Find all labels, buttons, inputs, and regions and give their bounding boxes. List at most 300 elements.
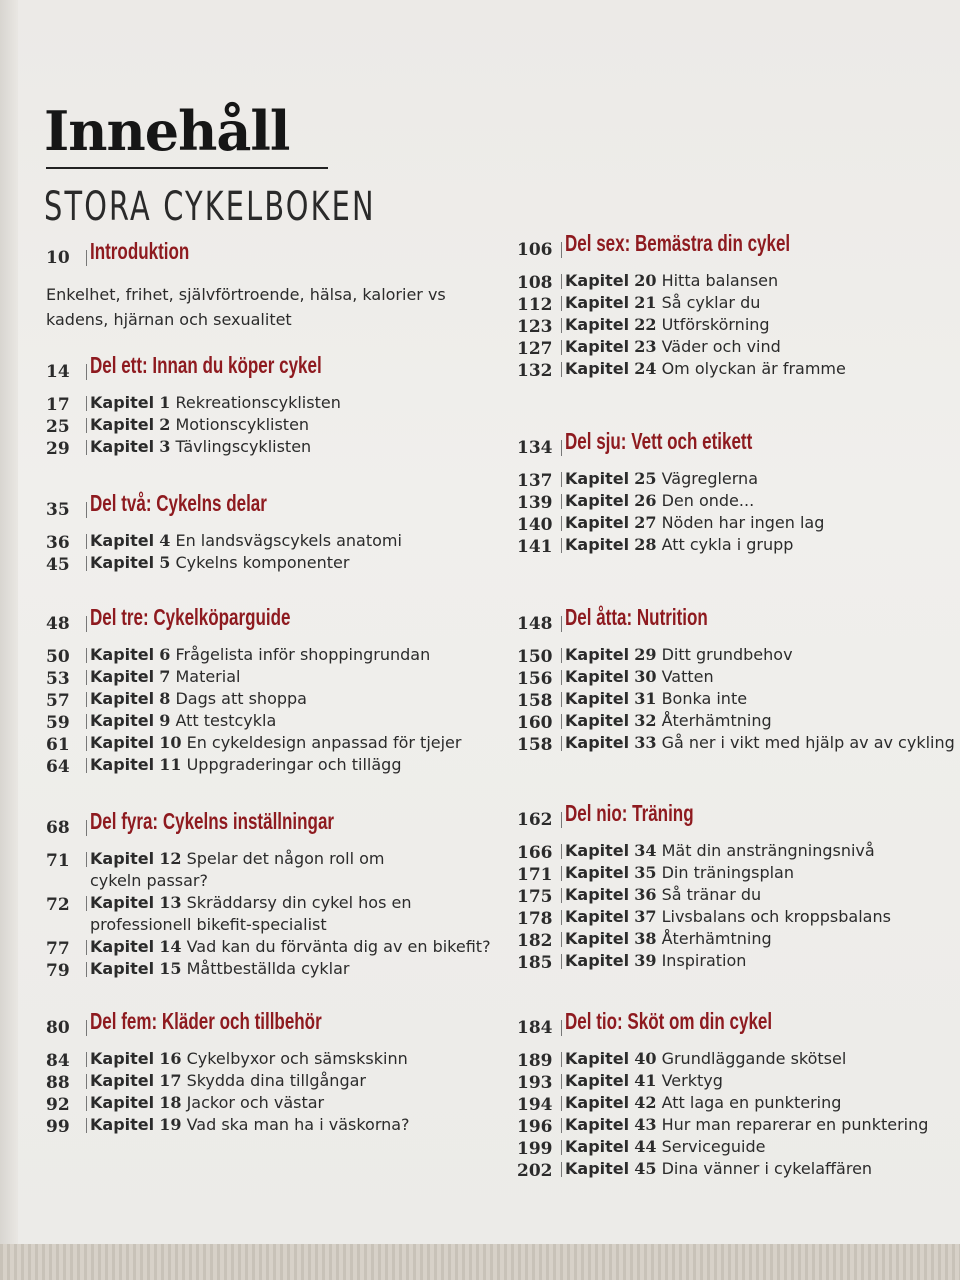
chapter-page-number: 175 (517, 887, 553, 907)
chapter-number: 6 (159, 645, 171, 664)
chapter-text (565, 688, 747, 710)
chapter-number: 45 (634, 1159, 657, 1178)
chapter-number: 18 (159, 1093, 182, 1112)
chapter-number: 24 (634, 359, 657, 378)
section-page-number: 35 (46, 500, 70, 520)
chapter-text (90, 892, 411, 914)
separator-bar (561, 1162, 562, 1177)
chapter-label: Kapitel (90, 1115, 155, 1134)
separator-bar (561, 1020, 562, 1036)
chapter-title: Livsbalans och kroppsbalans (661, 907, 891, 926)
separator-bar (86, 616, 87, 632)
separator-bar (561, 910, 562, 925)
separator-bar (86, 852, 87, 867)
chapter-title: Den onde... (661, 491, 755, 510)
chapter-title: Att testcykla (175, 711, 277, 730)
chapter-page-number: 25 (46, 417, 70, 437)
chapter-page-number: 194 (517, 1095, 553, 1115)
chapter-text (565, 1092, 841, 1114)
chapter-number: 42 (634, 1093, 657, 1112)
chapter-text (565, 534, 793, 556)
chapter-label: Kapitel (90, 689, 155, 708)
separator-bar (561, 516, 562, 531)
separator-bar (561, 296, 562, 311)
chapter-text (565, 270, 778, 292)
chapter-title: En cykeldesign anpassad för tjejer (186, 733, 462, 752)
chapter-title: Din träningsplan (661, 863, 794, 882)
chapter-page-number: 112 (517, 295, 553, 315)
separator-bar (561, 888, 562, 903)
chapter-number: 20 (634, 271, 657, 290)
chapter-title: Frågelista inför shoppingrundan (175, 645, 431, 664)
separator-bar (86, 502, 87, 518)
chapter-label: Kapitel (565, 469, 630, 488)
chapter-page-number: 158 (517, 735, 553, 755)
chapter-number: 27 (634, 513, 657, 532)
chapter-number: 5 (159, 553, 171, 572)
chapter-title: Hur man reparerar en punktering (661, 1115, 929, 1134)
section-title: Del nio: Träning (565, 800, 694, 826)
separator-bar (561, 670, 562, 685)
chapter-text (90, 848, 385, 870)
chapter-number: 17 (159, 1071, 182, 1090)
chapter-page-number: 139 (517, 493, 553, 513)
chapter-page-number: 99 (46, 1117, 70, 1137)
separator-bar (561, 844, 562, 859)
chapter-title: Cykelbyxor och sämskskinn (186, 1049, 408, 1068)
chapter-title: Vad ska man ha i väskorna? (186, 1115, 410, 1134)
chapter-label: Kapitel (565, 929, 630, 948)
chapter-label: Kapitel (90, 959, 155, 978)
chapter-label: Kapitel (565, 711, 630, 730)
section-title: Del åtta: Nutrition (565, 604, 708, 630)
chapter-title: Vad kan du förvänta dig av en bikefit? (186, 937, 491, 956)
section-page-number: 14 (46, 362, 70, 382)
separator-bar (86, 670, 87, 685)
chapter-page-number: 79 (46, 961, 70, 981)
chapter-label: Kapitel (565, 951, 630, 970)
chapter-title: Vatten (661, 667, 714, 686)
chapter-page-number: 193 (517, 1073, 553, 1093)
separator-bar (86, 1052, 87, 1067)
chapter-text (565, 358, 846, 380)
chapter-title: Rekreationscyklisten (175, 393, 341, 412)
chapter-page-number: 166 (517, 843, 553, 863)
chapter-label: Kapitel (565, 885, 630, 904)
separator-bar (561, 1052, 562, 1067)
chapter-text (90, 414, 309, 436)
chapter-label: Kapitel (565, 359, 630, 378)
chapter-number: 1 (159, 393, 171, 412)
chapter-number: 30 (634, 667, 657, 686)
chapter-label: Kapitel (565, 1049, 630, 1068)
separator-bar (561, 932, 562, 947)
chapter-number: 34 (634, 841, 657, 860)
chapter-label: Kapitel (90, 531, 155, 550)
separator-bar (86, 714, 87, 729)
chapter-page-number: 59 (46, 713, 70, 733)
toc-section (46, 238, 466, 332)
chapter-number: 15 (159, 959, 182, 978)
separator-bar (86, 1096, 87, 1111)
chapter-text (90, 754, 401, 776)
chapter-label: Kapitel (90, 1049, 155, 1068)
chapter-label: Kapitel (565, 271, 630, 290)
chapter-text (90, 392, 341, 414)
section-title: Del sex: Bemästra din cykel (565, 230, 791, 256)
chapter-text (565, 732, 955, 754)
chapter-page-number: 199 (517, 1139, 553, 1159)
separator-bar (561, 1096, 562, 1111)
chapter-page-number: 92 (46, 1095, 70, 1115)
chapter-page-number: 57 (46, 691, 70, 711)
chapter-title-continued: professionell bikefit-specialist (90, 915, 327, 934)
chapter-text (565, 1114, 928, 1136)
chapter-text (565, 1136, 765, 1158)
chapter-page-number: 72 (46, 895, 70, 915)
chapter-title: Skydda dina tillgångar (186, 1071, 366, 1090)
chapter-text (565, 512, 824, 534)
chapter-text (565, 862, 794, 884)
chapter-page-number: 64 (46, 757, 70, 777)
chapter-number: 41 (634, 1071, 657, 1090)
chapter-title: Dags att shoppa (175, 689, 307, 708)
section-page-number: 48 (46, 614, 70, 634)
chapter-page-number: 84 (46, 1051, 70, 1071)
chapter-page-number: 77 (46, 939, 70, 959)
separator-bar (86, 556, 87, 571)
chapter-text (90, 644, 430, 666)
chapter-title: Återhämtning (661, 929, 772, 948)
page-title: Innehåll (44, 99, 290, 163)
chapter-text (565, 884, 761, 906)
chapter-label: Kapitel (565, 1115, 630, 1134)
chapter-page-number: 140 (517, 515, 553, 535)
chapter-label: Kapitel (565, 337, 630, 356)
chapter-text (565, 490, 754, 512)
separator-bar (561, 954, 562, 969)
chapter-title: Uppgraderingar och tillägg (186, 755, 402, 774)
separator-bar (561, 1118, 562, 1133)
chapter-number: 39 (634, 951, 657, 970)
section-heading[interactable] (46, 238, 466, 274)
chapter-number: 31 (634, 689, 657, 708)
separator-bar (561, 362, 562, 377)
chapter-number: 37 (634, 907, 657, 926)
chapter-number: 9 (159, 711, 171, 730)
chapter-label: Kapitel (565, 863, 630, 882)
chapter-text (90, 688, 307, 710)
chapter-page-number: 150 (517, 647, 553, 667)
separator-bar (86, 1074, 87, 1089)
separator-bar (561, 318, 562, 333)
chapter-number: 35 (634, 863, 657, 882)
chapter-text (565, 666, 714, 688)
chapter-number: 19 (159, 1115, 182, 1134)
chapter-label: Kapitel (565, 689, 630, 708)
chapter-title: Jackor och västar (186, 1093, 325, 1112)
chapter-text (90, 1070, 366, 1092)
chapter-number: 25 (634, 469, 657, 488)
chapter-number: 29 (634, 645, 657, 664)
chapter-label: Kapitel (565, 907, 630, 926)
chapter-label: Kapitel (90, 711, 155, 730)
section-title: Del ett: Innan du köper cykel (90, 352, 322, 378)
section-page-number: 10 (46, 248, 70, 268)
chapter-title: Tävlingscyklisten (175, 437, 312, 456)
separator-bar (561, 866, 562, 881)
chapter-title: Så cyklar du (661, 293, 761, 312)
chapter-label: Kapitel (565, 315, 630, 334)
chapter-title: Väder och vind (661, 337, 781, 356)
title-rule (46, 167, 328, 169)
separator-bar (86, 962, 87, 977)
chapter-page-number: 36 (46, 533, 70, 553)
separator-bar (86, 692, 87, 707)
chapter-label: Kapitel (565, 733, 630, 752)
chapter-number: 2 (159, 415, 171, 434)
chapter-number: 44 (634, 1137, 657, 1156)
chapter-label: Kapitel (90, 849, 155, 868)
chapter-title: Måttbeställda cyklar (186, 959, 350, 978)
chapter-text (565, 468, 758, 490)
chapter-number: 26 (634, 491, 657, 510)
chapter-number: 22 (634, 315, 657, 334)
separator-bar (86, 1020, 87, 1036)
chapter-page-number: 160 (517, 713, 553, 733)
separator-bar (561, 274, 562, 289)
chapter-text (565, 928, 772, 950)
chapter-page-number: 127 (517, 339, 553, 359)
chapter-title: Cykelns komponenter (175, 553, 350, 572)
separator-bar (86, 940, 87, 955)
chapter-number: 3 (159, 437, 171, 456)
chapter-text (90, 732, 461, 754)
separator-bar (561, 538, 562, 553)
chapter-label: Kapitel (565, 491, 630, 510)
section-page-number: 134 (517, 438, 553, 458)
chapter-label: Kapitel (565, 293, 630, 312)
chapter-title: Verktyg (661, 1071, 723, 1090)
separator-bar (561, 472, 562, 487)
intro-line: Enkelhet, frihet, självförtroende, hälsa, kalorier vs (46, 285, 446, 304)
section-title: Del fem: Kläder och tillbehör (90, 1008, 322, 1034)
section-page-number: 148 (517, 614, 553, 634)
chapter-page-number: 17 (46, 395, 70, 415)
chapter-title: Motionscyklisten (175, 415, 310, 434)
chapter-page-number: 132 (517, 361, 553, 381)
chapter-text (90, 530, 402, 552)
separator-bar (561, 648, 562, 663)
chapter-title: Material (175, 667, 241, 686)
section-title: Del fyra: Cykelns inställningar (90, 808, 335, 834)
chapter-text (90, 1114, 410, 1136)
separator-bar (86, 396, 87, 411)
separator-bar (561, 692, 562, 707)
separator-bar (86, 648, 87, 663)
chapter-text (565, 1048, 846, 1070)
chapter-title: Återhämtning (661, 711, 772, 730)
chapter-text (565, 906, 891, 928)
separator-bar (86, 418, 87, 433)
chapter-label: Kapitel (90, 937, 155, 956)
chapter-page-number: 61 (46, 735, 70, 755)
separator-bar (561, 242, 562, 258)
chapter-text (90, 936, 491, 958)
section-page-number: 184 (517, 1018, 553, 1038)
separator-bar (561, 714, 562, 729)
separator-bar (86, 1118, 87, 1133)
chapter-page-number: 189 (517, 1051, 553, 1071)
chapter-label: Kapitel (90, 755, 155, 774)
chapter-title-continued: cykeln passar? (90, 871, 208, 890)
separator-bar (561, 736, 562, 751)
chapter-page-number: 202 (517, 1161, 553, 1181)
separator-bar (561, 340, 562, 355)
chapter-number: 11 (159, 755, 182, 774)
chapter-page-number: 158 (517, 691, 553, 711)
section-page-number: 80 (46, 1018, 70, 1038)
chapter-text (565, 710, 772, 732)
chapter-label: Kapitel (90, 415, 155, 434)
separator-bar (86, 534, 87, 549)
separator-bar (561, 1140, 562, 1155)
chapter-number: 23 (634, 337, 657, 356)
chapter-number: 32 (634, 711, 657, 730)
chapter-page-number: 156 (517, 669, 553, 689)
chapter-page-number: 50 (46, 647, 70, 667)
chapter-text (565, 292, 760, 314)
separator-bar (561, 440, 562, 456)
chapter-number: 16 (159, 1049, 182, 1068)
chapter-page-number: 53 (46, 669, 70, 689)
chapter-title: Spelar det någon roll om (186, 849, 385, 868)
chapter-number: 13 (159, 893, 182, 912)
chapter-label: Kapitel (90, 1071, 155, 1090)
chapter-page-number: 182 (517, 931, 553, 951)
separator-bar (86, 896, 87, 911)
section-title: Introduktion (90, 238, 190, 264)
chapter-text (565, 950, 746, 972)
chapter-text (565, 644, 793, 666)
chapter-title: Gå ner i vikt med hjälp av av cykling (661, 733, 955, 752)
chapter-number: 12 (159, 849, 182, 868)
chapter-title: En landsvägscykels anatomi (175, 531, 402, 550)
chapter-label: Kapitel (565, 1137, 630, 1156)
chapter-number: 21 (634, 293, 657, 312)
chapter-label: Kapitel (565, 667, 630, 686)
chapter-text (565, 336, 781, 358)
chapter-page-number: 137 (517, 471, 553, 491)
chapter-text (90, 958, 349, 980)
chapter-label: Kapitel (565, 535, 630, 554)
chapter-label: Kapitel (565, 1093, 630, 1112)
chapter-text (565, 314, 770, 336)
chapter-page-number: 123 (517, 317, 553, 337)
chapter-page-number: 71 (46, 851, 70, 871)
section-intro (46, 282, 466, 332)
chapter-label: Kapitel (565, 1071, 630, 1090)
chapter-page-number: 185 (517, 953, 553, 973)
separator-bar (86, 820, 87, 836)
chapter-number: 7 (159, 667, 171, 686)
chapter-number: 28 (634, 535, 657, 554)
chapter-text (565, 1070, 723, 1092)
chapter-text (90, 710, 276, 732)
chapter-title: Hitta balansen (661, 271, 779, 290)
chapter-text (565, 840, 875, 862)
chapter-number: 36 (634, 885, 657, 904)
chapter-number: 40 (634, 1049, 657, 1068)
carpet-background (0, 1244, 960, 1280)
separator-bar (86, 440, 87, 455)
chapter-page-number: 108 (517, 273, 553, 293)
chapter-number: 33 (634, 733, 657, 752)
chapter-page-number: 45 (46, 555, 70, 575)
section-page-number: 68 (46, 818, 70, 838)
separator-bar (86, 736, 87, 751)
chapter-title: Skräddarsy din cykel hos en (186, 893, 412, 912)
page-fold (0, 0, 18, 1248)
separator-bar (561, 616, 562, 632)
chapter-text (90, 1092, 324, 1114)
book-subtitle: STORA CYKELBOKEN (44, 184, 376, 230)
separator-bar (86, 758, 87, 773)
chapter-label: Kapitel (90, 1093, 155, 1112)
chapter-number: 4 (159, 531, 171, 550)
chapter-number: 38 (634, 929, 657, 948)
chapter-label: Kapitel (565, 841, 630, 860)
chapter-number: 43 (634, 1115, 657, 1134)
chapter-page-number: 29 (46, 439, 70, 459)
section-title: Del sju: Vett och etikett (565, 428, 753, 454)
intro-line: kadens, hjärnan och sexualitet (46, 310, 292, 329)
section-page-number: 106 (517, 240, 553, 260)
chapter-title: Vägreglerna (661, 469, 758, 488)
chapter-label: Kapitel (90, 667, 155, 686)
chapter-title: Nöden har ingen lag (661, 513, 825, 532)
chapter-title: Om olyckan är framme (661, 359, 846, 378)
chapter-label: Kapitel (90, 645, 155, 664)
chapter-title: Grundläggande skötsel (661, 1049, 847, 1068)
chapter-text (90, 552, 349, 574)
chapter-label: Kapitel (90, 553, 155, 572)
chapter-label: Kapitel (90, 733, 155, 752)
chapter-title: Mät din ansträngningsnivå (661, 841, 875, 860)
chapter-text (565, 1158, 872, 1180)
separator-bar (86, 364, 87, 380)
chapter-page-number: 88 (46, 1073, 70, 1093)
chapter-title: Att cykla i grupp (661, 535, 794, 554)
chapter-label: Kapitel (90, 437, 155, 456)
chapter-title: Så tränar du (661, 885, 762, 904)
chapter-label: Kapitel (565, 645, 630, 664)
section-title: Del tre: Cykelköparguide (90, 604, 291, 630)
chapter-label: Kapitel (90, 393, 155, 412)
separator-bar (86, 250, 87, 266)
section-title: Del två: Cykelns delar (90, 490, 267, 516)
chapter-title: Att laga en punktering (661, 1093, 842, 1112)
section-title: Del tio: Sköt om din cykel (565, 1008, 773, 1034)
chapter-title: Ditt grundbehov (661, 645, 793, 664)
separator-bar (561, 812, 562, 828)
chapter-title: Utförskörning (661, 315, 770, 334)
chapter-title: Dina vänner i cykelaffären (661, 1159, 873, 1178)
chapter-text (90, 1048, 408, 1070)
separator-bar (561, 494, 562, 509)
section-page-number: 162 (517, 810, 553, 830)
chapter-number: 10 (159, 733, 182, 752)
